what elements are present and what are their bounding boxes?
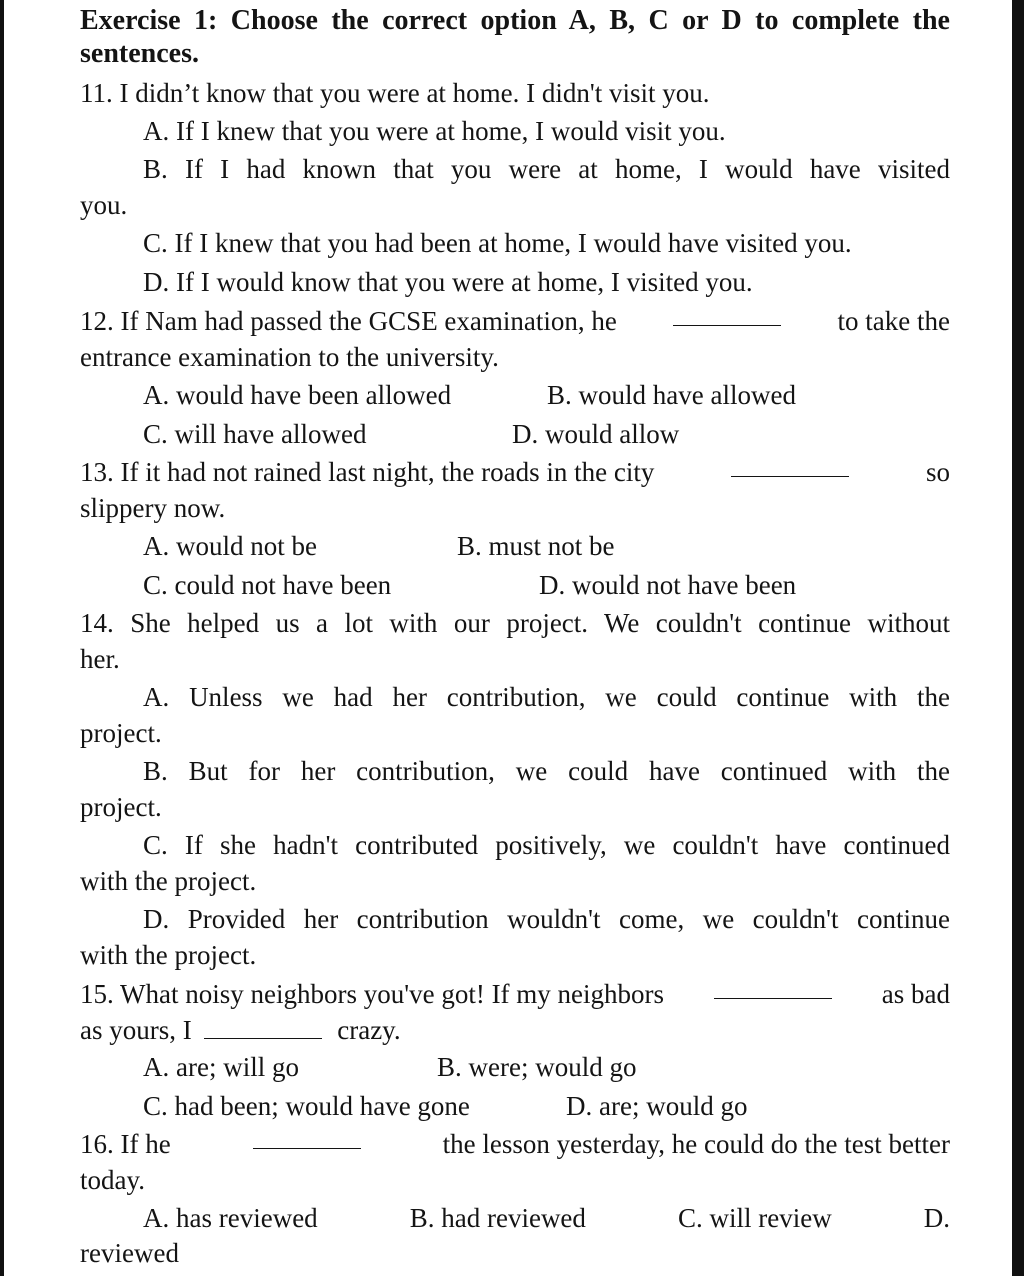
question-12-stem-start: 12. If Nam had passed the GCSE examination, he bbox=[80, 306, 617, 336]
question-12-option-a: A. would have been allowed bbox=[143, 380, 452, 410]
question-15-stem-line2-start: as yours, I bbox=[80, 1015, 192, 1045]
question-13-stem-end: so bbox=[925, 457, 950, 487]
question-13-option-d: D. would not have been bbox=[539, 570, 797, 600]
scan-edge-right bbox=[1012, 0, 1024, 1276]
question-13-stem bbox=[80, 454, 950, 490]
question-13-option-c: C. could not have been bbox=[143, 570, 392, 600]
scan-edge-left bbox=[0, 0, 4, 1276]
question-12-stem bbox=[80, 303, 950, 339]
question-16-option-a: A. has reviewed bbox=[143, 1203, 318, 1233]
question-12-option-c: C. will have allowed bbox=[143, 419, 367, 449]
question-14-option-d-continued: with the project. bbox=[80, 940, 257, 970]
question-14-option-c-continued: with the project. bbox=[80, 866, 257, 896]
question-11-option-c: C. If I knew that you had been at home, I would have visited you. bbox=[143, 228, 852, 258]
question-16-stem-continued: today. bbox=[80, 1165, 145, 1195]
question-11-option-b-continued: you. bbox=[80, 190, 128, 220]
question-13-option-b: B. must not be bbox=[457, 531, 615, 561]
question-16-options-row bbox=[143, 1200, 950, 1236]
question-15-option-c: C. had been; would have gone bbox=[143, 1091, 470, 1121]
exercise-title: Exercise 1: Choose the correct option A, B, C or D to complete the bbox=[80, 5, 950, 36]
question-12-stem-end: to take the bbox=[837, 306, 950, 336]
question-15-stem-line2-end: crazy. bbox=[337, 1015, 401, 1045]
question-14-option-a: A. Unless we had her contribution, we could continue with the bbox=[143, 682, 950, 712]
question-16-stem bbox=[80, 1126, 950, 1162]
question-15-stem-continued bbox=[80, 1012, 401, 1048]
question-11-stem: 11. I didn’t know that you were at home. I didn't visit you. bbox=[80, 78, 710, 108]
question-13-blank bbox=[731, 454, 849, 477]
question-15-stem-start: 15. What noisy neighbors you've got! If my neighbors bbox=[80, 979, 665, 1009]
question-11-option-b: B. If I had known that you were at home, I would have visited bbox=[143, 154, 950, 184]
question-16-option-b: B. had reviewed bbox=[409, 1203, 586, 1233]
question-16-option-d-continued: reviewed bbox=[80, 1238, 179, 1268]
question-15-stem bbox=[80, 976, 950, 1012]
question-16-option-d: D. bbox=[923, 1203, 950, 1233]
question-14-option-c: C. If she hadn't contributed positively, we couldn't have continued bbox=[143, 830, 950, 860]
question-12-blank bbox=[673, 303, 781, 326]
question-12-option-d: D. would allow bbox=[512, 419, 680, 449]
question-13-stem-start: 13. If it had not rained last night, the roads in the city bbox=[80, 457, 655, 487]
question-13-option-a: A. would not be bbox=[143, 531, 317, 561]
question-15-stem-end: as bad bbox=[881, 979, 950, 1009]
question-15-blank-1 bbox=[714, 976, 832, 999]
question-16-option-c: C. will review bbox=[677, 1203, 832, 1233]
question-11-option-a: A. If I knew that you were at home, I would visit you. bbox=[143, 116, 726, 146]
question-16-stem-start: 16. If he bbox=[80, 1129, 171, 1159]
question-14-option-a-continued: project. bbox=[80, 718, 162, 748]
question-13-stem-continued: slippery now. bbox=[80, 493, 226, 523]
question-12-stem-continued: entrance examination to the university. bbox=[80, 342, 499, 372]
question-12-option-b: B. would have allowed bbox=[547, 380, 796, 410]
question-15-option-b: B. were; would go bbox=[437, 1052, 637, 1082]
question-14-stem-continued: her. bbox=[80, 644, 120, 674]
question-14-option-b: B. But for her contribution, we could have continued with the bbox=[143, 756, 950, 786]
question-15-blank-2 bbox=[204, 1016, 322, 1039]
question-16-blank bbox=[253, 1126, 361, 1149]
question-14-option-d: D. Provided her contribution wouldn't come, we couldn't continue bbox=[143, 904, 950, 934]
question-14-stem: 14. She helped us a lot with our project. We couldn't continue without bbox=[80, 608, 950, 638]
question-14-option-b-continued: project. bbox=[80, 792, 162, 822]
question-11-option-d: D. If I would know that you were at home, I visited you. bbox=[143, 267, 753, 297]
question-16-stem-end: the lesson yesterday, he could do the test better bbox=[442, 1129, 950, 1159]
question-15-option-d: D. are; would go bbox=[566, 1091, 748, 1121]
exercise-title-continued: sentences. bbox=[80, 38, 199, 69]
question-15-option-a: A. are; will go bbox=[143, 1052, 299, 1082]
